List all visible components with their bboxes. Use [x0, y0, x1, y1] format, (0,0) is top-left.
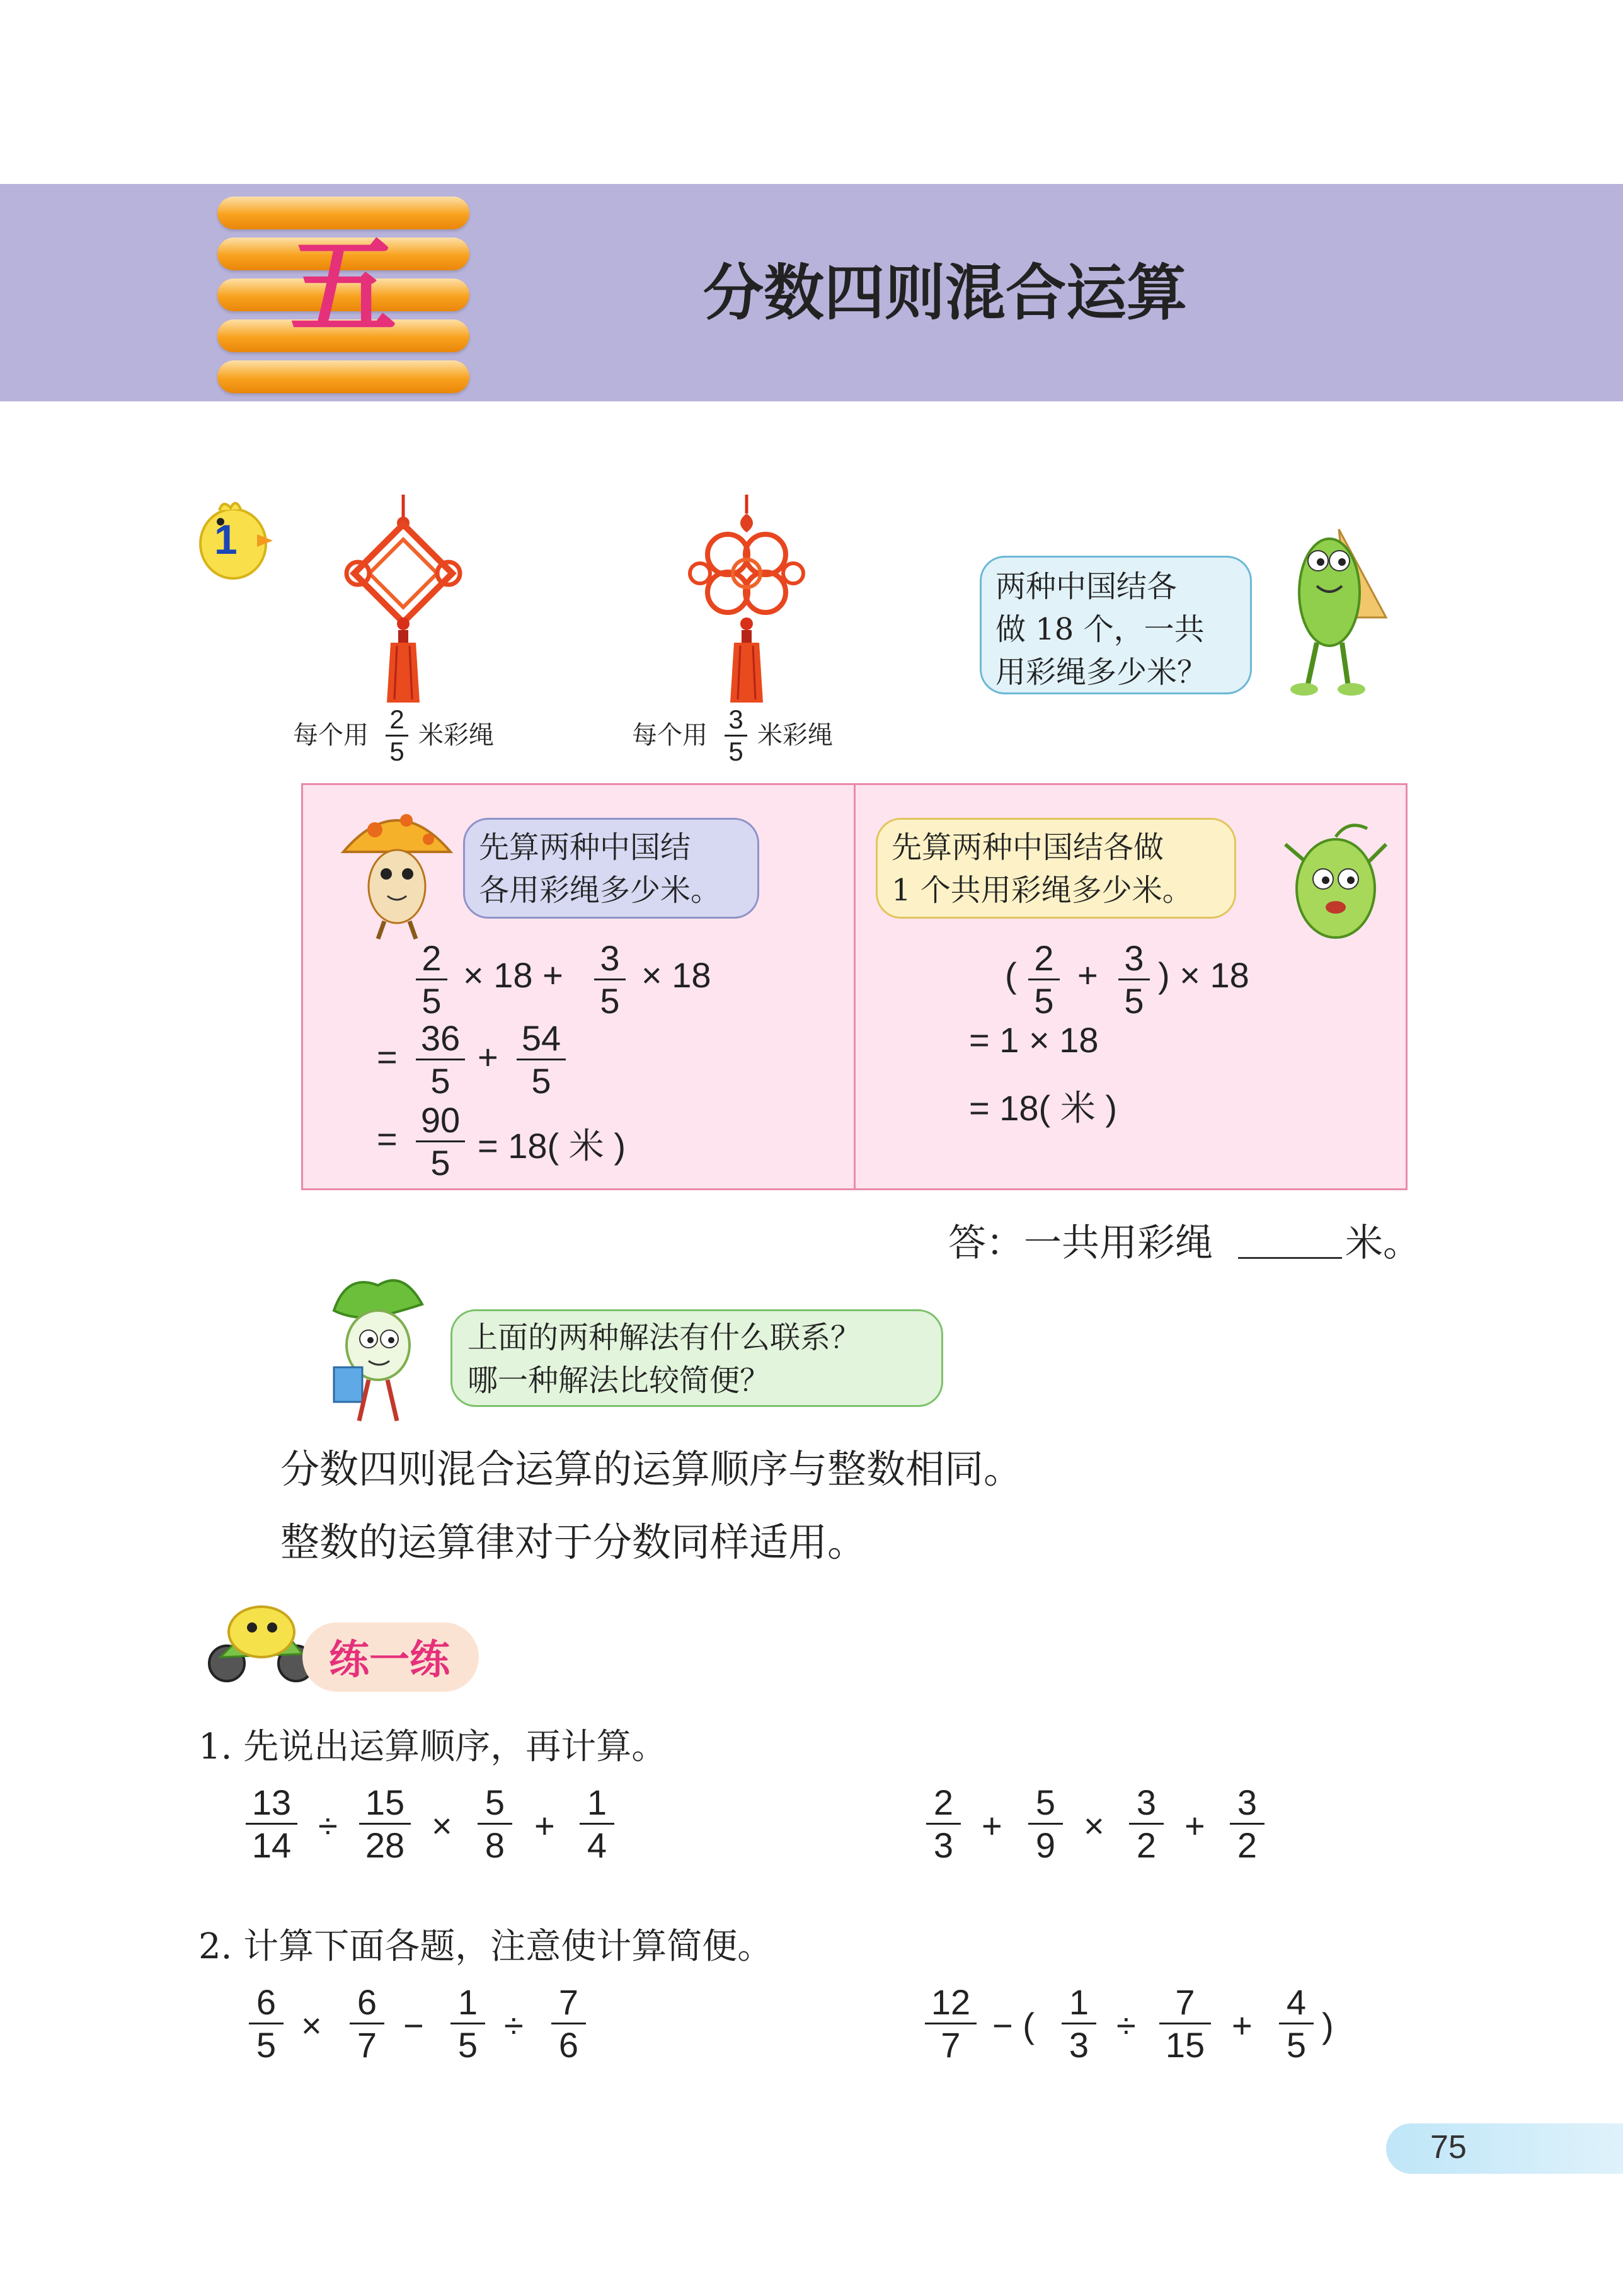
fraction — [386, 704, 408, 767]
numerator: 90 — [420, 1100, 461, 1140]
method2-line2: = 1 × 18 — [969, 1020, 1099, 1060]
header-orange-bar — [217, 360, 469, 393]
numerator: 4 — [1286, 1982, 1307, 2022]
fraction — [450, 1982, 485, 2065]
numerator: 6 — [256, 1982, 277, 2022]
method2-operator: ) × 18 — [1158, 955, 1249, 995]
bubble-line: 两种中国结各 — [995, 569, 1178, 604]
operator: + — [982, 1806, 1002, 1845]
operator: ÷ — [504, 2006, 524, 2045]
rule-text: 分数四则混合运算的运算顺序与整数相同。 — [280, 1446, 1023, 1492]
chapter-number: 五 — [289, 224, 397, 350]
denominator: 5 — [430, 1143, 450, 1183]
operator: ÷ — [318, 1806, 338, 1845]
numerator: 13 — [251, 1782, 292, 1822]
denominator: 5 — [457, 2025, 478, 2065]
numerator: 5 — [1035, 1782, 1056, 1822]
denominator: 5 — [389, 737, 404, 766]
numerator: 1 — [587, 1782, 607, 1822]
method2-bubble — [876, 818, 1236, 919]
bubble-line: 各用彩绳多少米。 — [479, 873, 721, 908]
methods-divider — [854, 783, 856, 1190]
knot1-caption-tail: 米彩绳 — [418, 721, 494, 750]
mushroom-character-icon — [337, 795, 457, 940]
denominator: 15 — [1165, 2025, 1205, 2065]
denominator: 7 — [941, 2025, 961, 2065]
denominator: 5 — [1034, 981, 1054, 1021]
method1-operator: × 18 — [641, 955, 711, 995]
denominator: 2 — [1237, 1825, 1258, 1865]
bean-character-icon — [1273, 819, 1399, 951]
rule-text: 整数的运算律对于分数同样适用。 — [280, 1519, 867, 1565]
denominator: 28 — [365, 1825, 405, 1865]
operator: − ( — [992, 2006, 1035, 2045]
denominator: 5 — [728, 737, 743, 766]
denominator: 2 — [1136, 1825, 1157, 1865]
denominator: 3 — [1069, 2025, 1089, 2065]
chapter-title: 分数四则混合运算 — [703, 258, 1187, 328]
numerator: 1 — [1069, 1982, 1089, 2022]
denominator: 5 — [1124, 981, 1144, 1021]
method2-result: = 18( 米 ) — [969, 1088, 1117, 1128]
numerator: 5 — [485, 1782, 505, 1822]
operator: + — [534, 1806, 555, 1845]
denominator: 5 — [430, 1061, 450, 1101]
plus-sign: + — [478, 1037, 498, 1077]
numerator: 3 — [1237, 1782, 1258, 1822]
denominator: 8 — [485, 1825, 505, 1865]
answer-prefix: 答：一共用彩绳 — [948, 1221, 1213, 1265]
page-number: 75 — [1430, 2129, 1467, 2166]
fraction — [517, 1018, 566, 1101]
bubble-line: 1 个共用彩绳多少米。 — [892, 873, 1193, 908]
fraction — [1028, 1782, 1063, 1866]
fraction — [416, 1018, 465, 1101]
numerator: 1 — [457, 1982, 478, 2022]
fraction — [246, 1782, 297, 1866]
fraction — [350, 1982, 384, 2065]
denominator: 7 — [357, 2025, 377, 2065]
numerator: 2 — [933, 1782, 954, 1822]
question-title: 1. 先说出运算顺序，再计算。 — [198, 1726, 667, 1767]
bubble-line: 用彩绳多少米？ — [995, 655, 1208, 690]
method1-bubble — [463, 818, 759, 919]
operator: − — [403, 2006, 424, 2045]
numerator: 15 — [365, 1782, 405, 1822]
numerator: 7 — [1175, 1982, 1195, 2022]
page-number-tab — [1386, 2123, 1623, 2174]
denominator: 5 — [1286, 2025, 1307, 2065]
chinese-knot-icon — [328, 495, 479, 703]
numerator: 2 — [1034, 938, 1054, 978]
denominator: 14 — [251, 1825, 292, 1865]
fraction — [1159, 1982, 1211, 2065]
numerator: 2 — [389, 704, 404, 734]
fraction — [359, 1782, 411, 1866]
operator: × — [301, 2006, 322, 2045]
numerator: 6 — [357, 1982, 377, 2022]
knot2-caption-tail: 米彩绳 — [757, 721, 833, 750]
cabbage-character-icon — [309, 1273, 441, 1424]
numerator: 36 — [420, 1018, 461, 1058]
operator: + — [1232, 2006, 1253, 2045]
fraction — [416, 1099, 465, 1183]
numerator: 7 — [558, 1982, 579, 2022]
denominator: 4 — [587, 1825, 607, 1865]
bubble-line: 先算两种中国结 — [479, 830, 691, 865]
example-badge-icon — [194, 497, 282, 585]
plus-sign: + — [1077, 955, 1098, 995]
fraction — [926, 1782, 961, 1866]
equals-sign: = — [377, 1119, 398, 1159]
fraction — [249, 1982, 284, 2065]
fraction — [1230, 1782, 1265, 1866]
equals-sign: = — [377, 1037, 398, 1077]
fraction — [478, 1782, 512, 1866]
fraction — [925, 1982, 977, 2065]
question-bubble — [980, 556, 1252, 694]
denominator: 5 — [256, 2025, 277, 2065]
numerator: 3 — [1124, 938, 1144, 978]
fraction — [416, 938, 447, 1021]
chinese-knot-icon — [671, 495, 822, 703]
denominator: 6 — [558, 2025, 579, 2065]
numerator: 3 — [1136, 1782, 1157, 1822]
bubble-line: 哪一种解法比较简便？ — [467, 1363, 771, 1398]
fraction — [1118, 938, 1150, 1021]
example-badge-number: 1 — [214, 516, 238, 563]
denominator: 5 — [600, 981, 620, 1021]
denominator: 9 — [1035, 1825, 1056, 1865]
knot2-caption: 每个用 — [632, 721, 708, 750]
think-bubble — [450, 1309, 943, 1407]
bubble-line: 做 18 个，一共 — [995, 612, 1205, 647]
numerator: 3 — [600, 938, 620, 978]
left-paren: ( — [1005, 955, 1017, 995]
operator: × — [1084, 1806, 1104, 1845]
right-paren: ) — [1322, 2006, 1334, 2045]
question-title: 2. 计算下面各题，注意使计算简便。 — [198, 1926, 773, 1967]
fraction — [1028, 938, 1060, 1021]
method1-operator: × 18 + — [463, 955, 563, 995]
fraction — [1129, 1782, 1164, 1866]
denominator: 5 — [422, 981, 442, 1021]
practice-label: 练一练 — [329, 1637, 450, 1684]
fraction — [1279, 1982, 1314, 2065]
bubble-line: 上面的两种解法有什么联系？ — [467, 1320, 861, 1355]
operator: + — [1184, 1806, 1205, 1845]
operator: × — [432, 1806, 452, 1845]
fraction — [551, 1982, 586, 2065]
denominator: 3 — [933, 1825, 954, 1865]
fraction — [725, 704, 747, 767]
bubble-line: 先算两种中国结各做 — [892, 830, 1164, 865]
answer-blank[interactable] — [1238, 1257, 1342, 1259]
operator: ÷ — [1116, 2006, 1136, 2045]
numerator: 54 — [521, 1018, 561, 1058]
caption-text: 每个用 — [293, 721, 369, 750]
pea-character-icon — [1279, 523, 1392, 699]
fraction — [594, 938, 626, 1021]
fraction — [580, 1782, 614, 1866]
knot1-caption — [293, 715, 369, 751]
answer-suffix: 米。 — [1345, 1221, 1421, 1265]
method1-result: = 18( 米 ) — [478, 1126, 626, 1166]
numerator: 3 — [728, 704, 743, 734]
numerator: 12 — [931, 1982, 971, 2022]
numerator: 2 — [422, 938, 442, 978]
denominator: 5 — [531, 1061, 551, 1101]
fraction — [1062, 1982, 1096, 2065]
